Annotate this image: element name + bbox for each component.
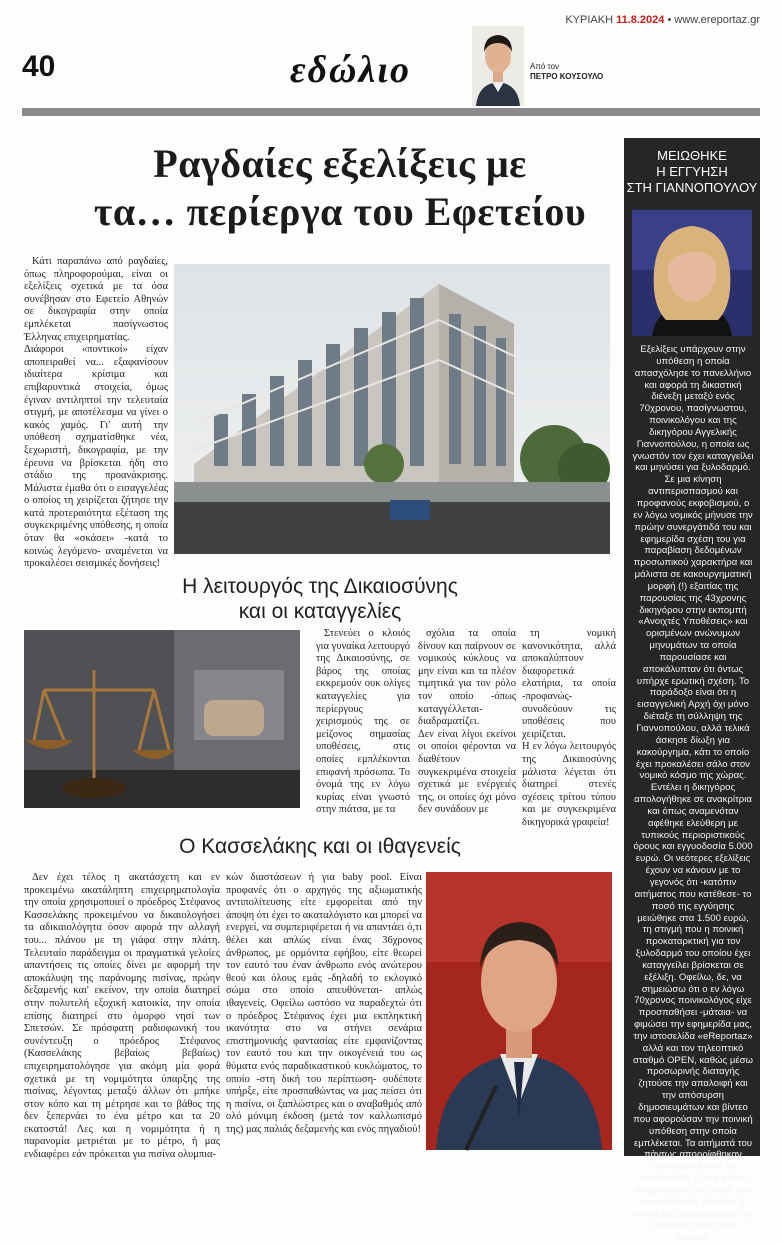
byline: [530, 62, 603, 82]
kasselakis-column-1: Δεν έχει τέλος η ακατάσχετη και εν προκειμένω ακατάληπτη επιχειρηματολογία την οποία χρησιμοποιεί ο πρόεδρος Στέφανος Κασσελάκης προκειμένου να δικαιολογήσει τα αδικαιολόγητα όσον αφορά την αλλαγή του... πλάνου με τη γιάφα στην πλάτη. Τελευταίο παράδειγμα οι πραγματικά γελοίες απαντήσεις τις οποίες δίνει με αφορμή την αποκάλυψη της παράνομης πισίνας, πρώην δεξαμενής και' εκείνον, την οποία διατηρεί στην πολυτελή εξοχική κατοικία, την οποία επίσης διατηρεί στο όμορφο νησί των Σπετσών. Σε πρόσφατη ραδιοφωνική του συνέντευξη ο πρόεδρος Στέφανος (Κασσελάκης βεβαίως βεβαίως) επιχειρηματολόγησε για ακόμη μία φορά σχετικά με τη νομιμότητα ύπαρξης της πισίνας, λέγοντας μεταξύ άλλων ότι μπήκε στον κόπο και τη μέτρησε και το βάθος της δεν ξεπερνάει το ένα μέτρο και τα 20 εκατοστά! Λες και η νομιμότητα ή η παρανομία μετριέται με το μέτρο, ή μας ενδιαφέρει εάν πρόκειται για πισίνα ολυμπια-: [24, 872, 220, 1161]
dateline-date: 11.8.2024: [616, 14, 665, 26]
sidebar-title-line-2: Η ΕΓΓΥΗΣΗ: [656, 164, 728, 179]
subheading-kasselakis: Ο Κασσελάκης και οι ιθαγενείς: [179, 835, 461, 858]
sidebar-box: [624, 138, 760, 1244]
dateline-bullet: •: [667, 14, 672, 26]
sidebar-title: [624, 148, 760, 196]
byline-author: ΠΕΤΡΟ ΚΟΥΣΟΥΛΟ: [530, 72, 604, 81]
subheading-judge-line-2: και οι καταγγελίες: [238, 600, 402, 623]
section-title: εδώλιο: [290, 49, 411, 91]
dateline-site: www.ereportaz.gr: [674, 14, 760, 26]
judge-column-1: Στενεύει ο κλοιός για γυναίκα λειτουργό της Δικαιοσύνης, σε βάρος της οποίας εκκρεμούν ουκ ολίγες καταγγελίες για περίεργους χειρισμούς της σε μείζονος σημασίας υποθέσεις, στις οποίες εμπλέκονται επιφανή πρόσωπα. Το όνομά της εν λόγω κυρίας είναι γνωστό στην πιάτσα, με τα: [316, 628, 410, 816]
headline-line-1: Ραγδαίες εξελίξεις με: [153, 141, 527, 186]
sidebar-text: Εξελίξεις υπάρχουν στην υπόθεση η οποία απασχόλησε το πανελλήνιο και αφορά τη δικαστική διένεξη μεταξύ ενός 70χρονου, πασίγνωστου, ποινικολόγου και της δικηγόρου Αγγελικής Γιαννοπούλου, η οποία ως γνωστόν τον έχει καταγγείλει και μηνύσει για ξυλοδαρμό. Σε μια κίνηση αντιπερισπασμού και προφανούς εκφοβισμού, ο εν λόγω νομικός μήνυσε την πρώην συνεργάτιδά του και εφημερίδα σχέση του για παραβίαση δεδομένων προσωπικού χαρακτήρα και μάλιστα σε κακουργηματική μορφή (!) εξαιτίας της παρουσίας της 43χρονης δικηγόρου στην εκπομπή «Ανοιχτές Υποθέσεις» και ορισμένων ανώνυμων μηνυμάτων τα οποία παρουσίασε και αποκάλυπταν ότι όντως υπήρχε ερωτική σχέση. Το παράδοξο είναι ότι η εισαγγελική Αρχή όχι μόνο διέταξε τη σύλληψη της Γιαννοπούλου, αλλά τελικά άσκησε δίωξη για κακούργημα, κάτι το οποίο έχει προκαλέσει σάλο στον νομικό κόσμο της χώρας. Εντέλει η δικηγόρος απολογήθηκε σε ανακρίτρια και όπως αναμενόταν αφέθηκε ελεύθερη με τυπικούς περιοριστικούς όρους και εγγυοδοσία 5.000 ευρώ. Οι νεότερες εξελίξεις έχουν να κάνουν με το γεγονός ότι -κατόπιν αιτήματος που κατέθεσε- το ποσό της εγγύησης μειώθηκε στα 1.500 ευρώ, τη στιγμή που η ποινική προκαταρκτική για τον ξυλοδαρμό του οποίου έχει καταγγείλει βρίσκεται σε εξέλιξη. Οφείλω, δε, να σημειώσω ότι ο εν λόγω 70χρονος ποινικολόγος είχε προσπαθήσει -μάταια- να φιμώσει την εφημερίδα μας, την ιστοσελίδα «eReportaz» αλλά και τον τηλεοπτικό σταθμό OPEN, καθώς μέσω προσωρινής διαταγής ζητούσε την απαλοιφή και την απόσυρση δημοσιευμάτων και βίντεο που αφορούσαν την ποινική υπόθεση στην οποία εμπλέκεται. Τα αιτήματά του πάντως απορρίφθηκαν πανηγυρικά από τη δικαστική Αρχή και πλέον αναμένεται η συζήτηση των ασφαλιστικών μέτρων, η οποία έχει προσδιοριστεί σε μερικούς μήνες από σήμερα.: [632, 344, 754, 1244]
sidebar-photo: [632, 210, 752, 336]
subheading-judge: [160, 574, 480, 624]
byline-prefix: Από τον: [530, 62, 560, 71]
main-headline: [70, 140, 610, 236]
sidebar-title-line-1: ΜΕΙΩΘΗΚΕ: [657, 148, 727, 163]
intro-text: Κάτι παραπάνω από ραγδαίες, όπως πληροφορούμαι, είναι οι εξελίξεις σχετικά με τα όσα συνέβησαν στο Εφετείο Αθηνών σε δικογραφία στην οποία εμπλέκεται πασίγνωστος Έλληνας επιχειρηματίας. Διάφοροι «ποντικοί» είχαν αποπειραθεί να... εξαφανίσουν ιδιαίτερα κρίσιμα και επιβαρυντικά στοιχεία, όμως έγιναν αντιληπτοί την τελευταία στιγμή, με αποτέλεσμα να γίνει ο κακός χαμός. Γι' αυτή την υπόθεση σχηματίσθηκε νέα, ξεχωριστή, δικογραφία, με την έρευνα να βρίσκεται ήδη στο στάδιο της προανάκρισης. Μάλιστα έμαθα ότι ο εισαγγελέας ο οποίος τη χειρίζεται ζήτησε την κατά προτεραιότητα εξέταση της συγκεκριμένης υπόθεσης, η οποία όταν θα «σκάσει» -κατά το κοινώς λεγόμενο- αναμένεται να προκαλέσει σεισμικές δονήσεις!: [24, 256, 168, 570]
scales-of-justice-photo: [24, 630, 300, 808]
headline-line-2: τα… περίεργα του Εφετείου: [93, 189, 587, 234]
judge-column-2: σχόλια τα οποία δίνουν και παίρνουν σε νομικούς κύκλους να μην είναι και τα πλέον τιμητικά για τον ρόλο τον οποίο -όπως καταγγέλλεται- διαδραματίζει. Δεν είναι λίγοι εκείνοι οι οποίοι φέρονται να διαθέτουν συγκεκριμένα στοιχεία σχετικά με ενέργειές της, οι οποίες όχι μόνο δεν συνάδουν με: [418, 628, 516, 816]
kasselakis-photo: [426, 872, 612, 1150]
judge-column-3: τη νομική κανονικότητα, αλλά αποκαλύπτουν διαφορετικά ελατήρια, τα οποία -προφανώς- συνοδεύουν τις υποθέσεις που χειρίζεται. Η εν λόγω λειτουργός της Δικαιοσύνης μάλιστα λέγεται ότι διατηρεί στενές σχέσεις τρίτου τύπου και με συγκεκριμένα δικηγορικά γραφεία!: [522, 628, 616, 828]
header-rule: [22, 108, 760, 116]
dateline: [22, 14, 760, 34]
columnist-photo: [472, 26, 524, 106]
page-number: 40: [22, 50, 56, 83]
courthouse-photo: [174, 264, 610, 554]
dateline-day: ΚΥΡΙΑΚΗ: [565, 14, 614, 26]
kasselakis-column-2: κών διαστάσεων ή για baby pool. Είναι προφανές ότι ο αρχηγός της αξιωματικής αντιπολίτευσης είτε εμφορείται από την άποψη ότι έχει το ακαταλόγιστο και μπορεί να ενεργεί, να συμπεριφέρεται ή να απαντάει ό,τι θέλει και απλώς είναι ένας 36χρονος άνθρωπος, με ορμόνιτα εφήβου, είτε θεωρεί τον εαυτό του έναν άνθρωπο ενός ανώτερου θεού και όλους εμάς -δηλαδή το εκλογικό σώμα στο οποίο απευθύνεται- απλώς ιθαγενείς. Οφείλω ωστόσο να παραδεχτώ ότι ο πρόεδρος Στέφανος έχει μια εκπληκτική ικανότητα στο να στήνει σενάρια επιστημονικής φαντασίας είτε εμφανίζοντας τον εαυτό του και την οικογένειά του ως θύματα ενός παραδικαστικού κυκλώματος, το οποίο -στη δική του περίπτωση- ουδέποτε υπήρξε, είτε προσπαθώντας να μας πείσει ότι η πισίνα, οι ξαπλώστρες και ο αναβαθμός από ολό μόνιμη έκδοση (μετά τον καλλωπισμό της) μας παλιάς δεξαμενής και ενός πηγαδιού!: [226, 872, 422, 1135]
subheading-judge-line-1: Η λειτουργός της Δικαιοσύνης: [182, 575, 458, 598]
sidebar-title-line-3: ΣΤΗ ΓΙΑΝΝΟΠΟΥΛΟΥ: [626, 180, 758, 195]
